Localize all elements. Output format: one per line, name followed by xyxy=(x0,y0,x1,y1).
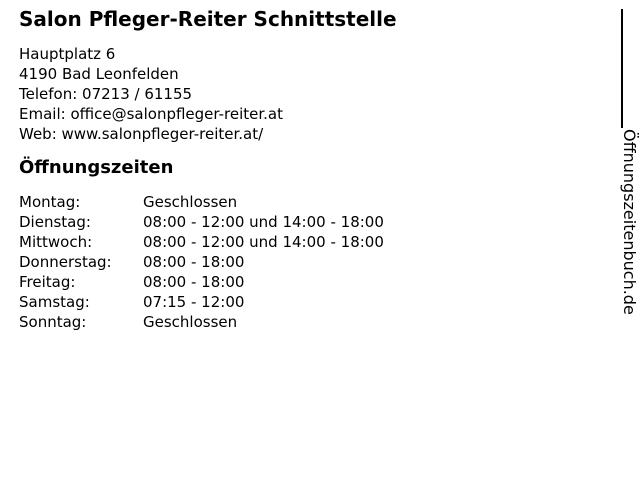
watermark-brand-text: Öffnungszeitenbuch.de xyxy=(620,129,639,315)
hours-row-monday xyxy=(19,192,397,212)
hours-row-saturday xyxy=(19,292,397,312)
time-value: 07:15 - 12:00 xyxy=(143,293,245,311)
contact-block xyxy=(19,44,397,144)
hours-row-friday xyxy=(19,272,397,292)
time-value: Geschlossen xyxy=(143,193,238,211)
web-line: Web: www.salonpfleger-reiter.at/ xyxy=(19,125,264,143)
address-city: 4190 Bad Leonfelden xyxy=(19,65,179,83)
phone-line: Telefon: 07213 / 61155 xyxy=(19,85,193,103)
time-value: Geschlossen xyxy=(143,313,238,331)
watermark-vertical-rule xyxy=(621,9,623,128)
hours-row-tuesday xyxy=(19,212,397,232)
business-name: Salon Pfleger-Reiter Schnittstelle xyxy=(19,7,397,31)
hours-row-sunday xyxy=(19,312,397,332)
day-label: Montag: xyxy=(19,193,81,211)
time-value: 08:00 - 12:00 und 14:00 - 18:00 xyxy=(143,233,384,251)
day-label: Freitag: xyxy=(19,273,76,291)
day-label: Donnerstag: xyxy=(19,253,112,271)
hours-heading: Öffnungszeiten xyxy=(19,157,174,178)
day-label: Samstag: xyxy=(19,293,90,311)
time-value: 08:00 - 18:00 xyxy=(143,273,245,291)
day-label: Mittwoch: xyxy=(19,233,93,251)
address-street: Hauptplatz 6 xyxy=(19,45,116,63)
hours-table xyxy=(19,192,397,332)
time-value: 08:00 - 18:00 xyxy=(143,253,245,271)
day-label: Sonntag: xyxy=(19,313,87,331)
time-value: 08:00 - 12:00 und 14:00 - 18:00 xyxy=(143,213,384,231)
hours-row-wednesday xyxy=(19,232,397,252)
day-label: Dienstag: xyxy=(19,213,91,231)
email-line: Email: office@salonpfleger-reiter.at xyxy=(19,105,283,123)
hours-row-thursday xyxy=(19,252,397,272)
main-content xyxy=(19,0,397,332)
